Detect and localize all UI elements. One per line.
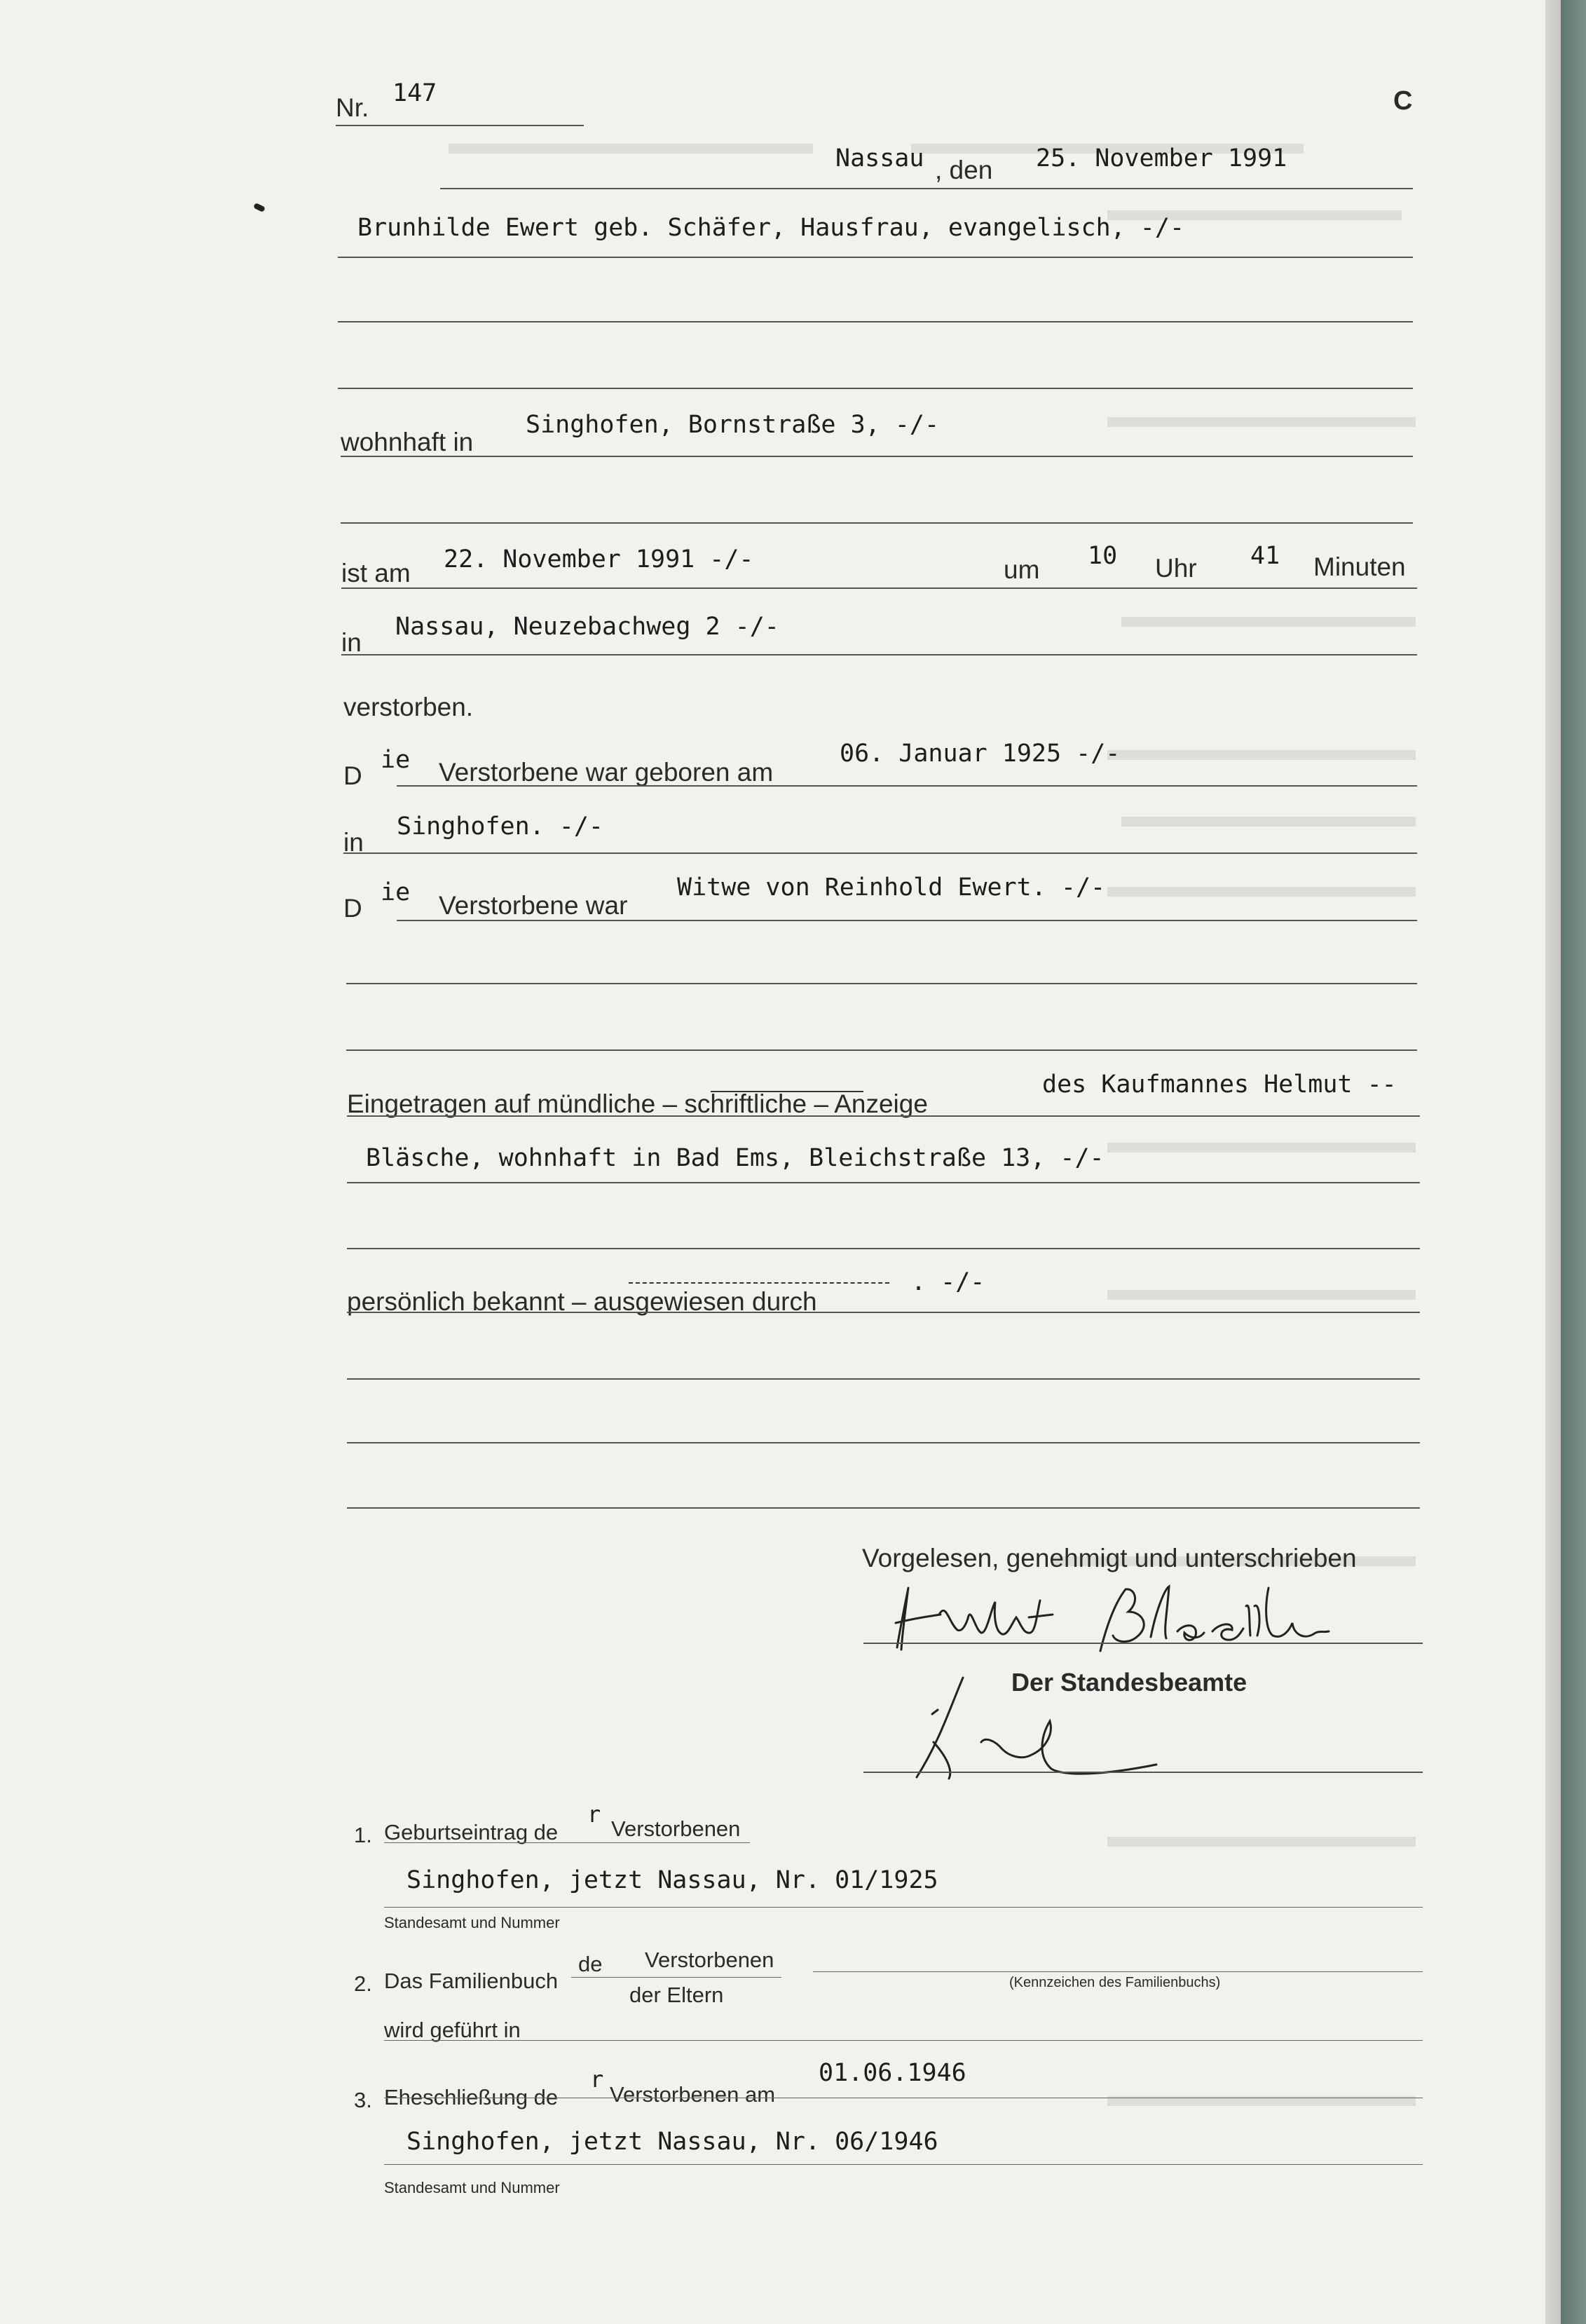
strikethrough	[629, 1282, 889, 1284]
official-signature	[904, 1672, 1177, 1784]
line	[397, 785, 1417, 787]
in-label: in	[343, 828, 364, 857]
item3-suffix: Verstorbenen am	[610, 2082, 776, 2107]
line	[384, 1907, 1423, 1908]
line	[813, 1971, 1423, 1972]
line	[338, 388, 1413, 389]
item1-r: r	[587, 1801, 601, 1828]
item2-de: de	[578, 1952, 603, 1976]
line	[347, 1115, 1420, 1117]
record-date: 25. November 1991	[1036, 144, 1287, 172]
line	[397, 920, 1417, 921]
d-label: D	[343, 894, 362, 923]
verstorben-label: verstorben.	[343, 693, 474, 721]
residence-label: wohnhaft in	[341, 428, 474, 456]
line	[341, 456, 1413, 457]
line	[343, 852, 1417, 854]
line	[384, 2164, 1423, 2165]
marriage-date: 01.06.1946	[819, 2059, 966, 2087]
line	[347, 1507, 1420, 1509]
death-place: Nassau, Neuzebachweg 2 -/-	[395, 613, 779, 641]
book-page-edge	[1545, 0, 1561, 2324]
line	[347, 1248, 1420, 1249]
item1-label: Geburtseintrag de	[384, 1820, 559, 1844]
item2-caption: (Kennzeichen des Familienbuchs)	[1009, 1975, 1221, 1990]
ink-mark	[253, 203, 266, 212]
line	[338, 321, 1413, 322]
nr-label: Nr.	[336, 93, 369, 122]
war-label: Verstorbene war	[439, 891, 628, 920]
line	[347, 1378, 1420, 1380]
informant-line-2: Bläsche, wohnhaft in Bad Ems, Bleichstraße 13, -/-	[366, 1144, 1105, 1172]
book-cover-edge	[1561, 0, 1586, 2324]
informant-line-1: des Kaufmannes Helmut --	[1042, 1071, 1397, 1099]
item2-option-eltern: der Eltern	[629, 1983, 724, 2007]
line	[338, 257, 1413, 258]
line	[347, 1182, 1420, 1183]
line	[346, 1049, 1417, 1051]
residence-value: Singhofen, Bornstraße 3, -/-	[526, 411, 940, 439]
line	[384, 2040, 1423, 2041]
bekannt-value: . -/-	[911, 1268, 985, 1296]
item1-suffix: Verstorbenen	[611, 1816, 741, 1841]
d-label: D	[343, 761, 362, 790]
death-minutes: 41	[1250, 542, 1280, 570]
geboren-label: Verstorbene war geboren am	[439, 758, 774, 787]
line	[341, 654, 1417, 655]
date-line	[440, 188, 1413, 189]
item1-caption: Standesamt und Nummer	[384, 1914, 560, 1931]
line	[384, 1842, 750, 1843]
item3-label: Eheschließung de	[384, 2085, 559, 2109]
eingetragen-label: Eingetragen auf mündliche – schriftliche – Anzeige	[347, 1089, 928, 1118]
birth-date: 06. Januar 1925 -/-	[840, 740, 1121, 768]
ie-suffix: ie	[381, 878, 411, 906]
item3-r: r	[590, 2066, 604, 2093]
marital-status: Witwe von Reinhold Ewert. -/-	[677, 874, 1106, 902]
marriage-register-entry: Singhofen, jetzt Nassau, Nr. 06/1946	[406, 2128, 938, 2156]
line	[341, 522, 1413, 524]
item3-number: 3.	[354, 2088, 372, 2112]
nr-line	[336, 125, 584, 126]
strikethrough	[711, 1091, 863, 1092]
item2-number: 2.	[354, 1971, 372, 1996]
death-hour: 10	[1088, 542, 1118, 570]
place-name: Nassau	[835, 144, 924, 172]
death-date: 22. November 1991 -/-	[444, 545, 754, 573]
informant-signature	[890, 1581, 1353, 1658]
signature-line	[863, 1643, 1423, 1644]
birth-place: Singhofen. -/-	[397, 813, 604, 841]
bekannt-label: persönlich bekannt – ausgewiesen durch	[347, 1287, 817, 1316]
signature-line	[863, 1772, 1423, 1773]
um-label: um	[1004, 555, 1040, 584]
item2-line2-label: wird geführt in	[384, 2018, 521, 2042]
in-label: in	[341, 628, 362, 657]
line	[341, 587, 1417, 589]
standesbeamte-label: Der Standesbeamte	[1011, 1668, 1247, 1697]
line	[571, 1977, 781, 1978]
line	[346, 983, 1417, 984]
minuten-label: Minuten	[1313, 552, 1406, 581]
uhr-label: Uhr	[1155, 554, 1197, 583]
deceased-name-line: Brunhilde Ewert geb. Schäfer, Hausfrau, evangelisch, -/-	[357, 214, 1185, 242]
corner-letter: C	[1393, 86, 1413, 116]
item3-caption: Standesamt und Nummer	[384, 2179, 560, 2196]
vorgelesen-label: Vorgelesen, genehmigt und unterschrieben	[862, 1544, 1357, 1572]
line	[347, 1312, 1420, 1313]
ie-suffix: ie	[381, 746, 411, 774]
den-label: , den	[935, 156, 993, 184]
item1-number: 1.	[354, 1823, 372, 1847]
ist-am-label: ist am	[341, 559, 411, 587]
item2-label: Das Familienbuch	[384, 1969, 559, 1993]
item2-option-verstorbenen: Verstorbenen	[645, 1948, 774, 1972]
entry-number: 147	[392, 79, 437, 107]
line	[347, 1442, 1420, 1443]
birth-register-entry: Singhofen, jetzt Nassau, Nr. 01/1925	[406, 1866, 938, 1894]
